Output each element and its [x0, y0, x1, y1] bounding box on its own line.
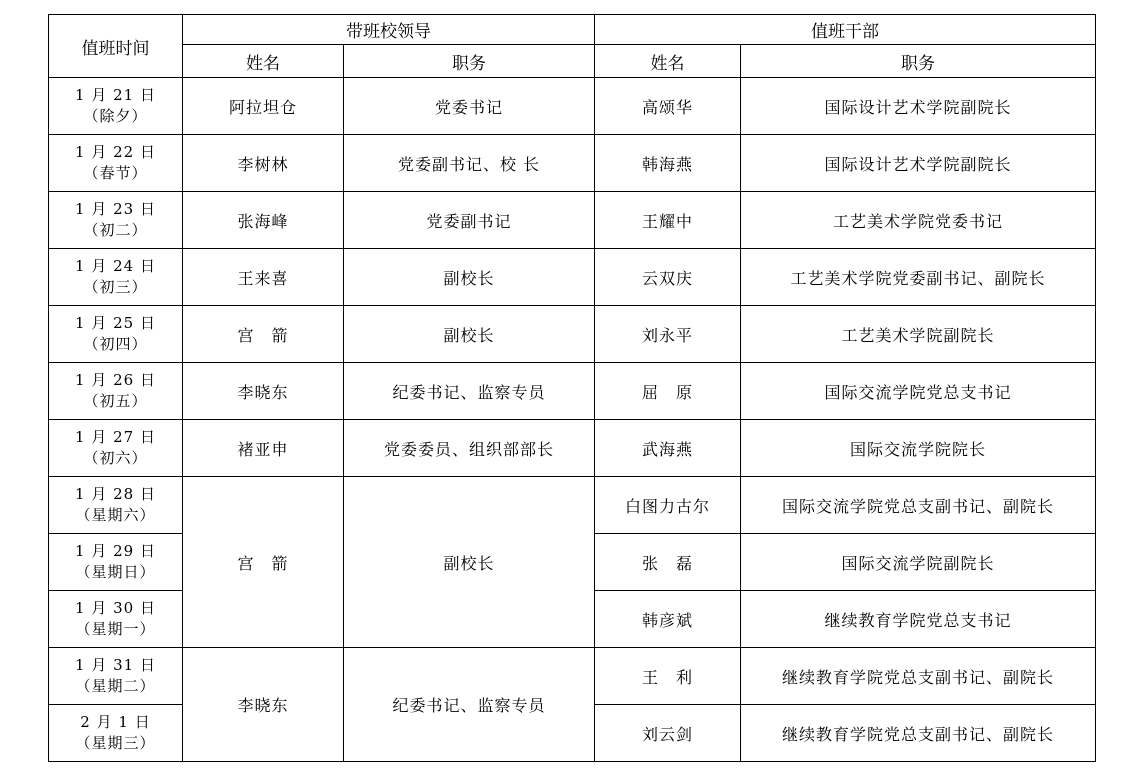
- day-text: （星期二）: [75, 677, 156, 695]
- date-text: 1 月 22 日: [75, 143, 156, 161]
- date-cell: [49, 648, 183, 705]
- table-row: [49, 135, 1096, 192]
- cadre-name-cell: 王 利: [595, 648, 741, 705]
- leader-position-cell: 党委书记: [344, 78, 595, 135]
- date-cell: [49, 591, 183, 648]
- date-text: 1 月 31 日: [75, 656, 156, 674]
- date-cell: [49, 534, 183, 591]
- day-text: （春节）: [83, 164, 148, 182]
- cadre-name-cell: 武海燕: [595, 420, 741, 477]
- table-row: [49, 192, 1096, 249]
- leader-position-cell-merged: 纪委书记、监察专员: [344, 648, 595, 762]
- header-leader-name: 姓名: [183, 45, 344, 78]
- date-cell: [49, 78, 183, 135]
- leader-position-cell: 纪委书记、监察专员: [344, 363, 595, 420]
- cadre-position-cell: 国际交流学院院长: [741, 420, 1096, 477]
- leader-position-cell: 党委副书记: [344, 192, 595, 249]
- day-text: （除夕）: [83, 107, 148, 125]
- cadre-name-cell: 白图力古尔: [595, 477, 741, 534]
- leader-position-cell: 党委委员、组织部部长: [344, 420, 595, 477]
- date-cell: [49, 705, 183, 762]
- cadre-name-cell: 云双庆: [595, 249, 741, 306]
- cadre-name-cell: 王耀中: [595, 192, 741, 249]
- day-text: （初四）: [83, 335, 148, 353]
- table-row: [49, 648, 1096, 705]
- table-row: [49, 78, 1096, 135]
- leader-position-cell: 党委副书记、校 长: [344, 135, 595, 192]
- cadre-position-cell: 继续教育学院党总支副书记、副院长: [741, 705, 1096, 762]
- date-text: 1 月 23 日: [75, 200, 156, 218]
- day-text: （星期六）: [75, 506, 156, 524]
- date-cell: [49, 306, 183, 363]
- table-row: [49, 477, 1096, 534]
- header-row-fields: [49, 45, 1096, 78]
- date-cell: [49, 135, 183, 192]
- date-text: 1 月 21 日: [75, 86, 156, 104]
- cadre-name-cell: 高颂华: [595, 78, 741, 135]
- cadre-name-cell: 刘云剑: [595, 705, 741, 762]
- cadre-name-cell: 刘永平: [595, 306, 741, 363]
- cadre-name-cell: 韩海燕: [595, 135, 741, 192]
- cadre-position-cell: 国际设计艺术学院副院长: [741, 78, 1096, 135]
- cadre-position-cell: 继续教育学院党总支书记: [741, 591, 1096, 648]
- table-row: [49, 420, 1096, 477]
- header-row-groups: [49, 15, 1096, 45]
- leader-position-cell: 副校长: [344, 249, 595, 306]
- header-cadre-group: 值班干部: [595, 15, 1096, 45]
- leader-name-cell: 褚亚申: [183, 420, 344, 477]
- cadre-position-cell: 国际交流学院党总支书记: [741, 363, 1096, 420]
- table-row: [49, 249, 1096, 306]
- day-text: （星期一）: [75, 620, 156, 638]
- leader-position-cell-merged: 副校长: [344, 477, 595, 648]
- day-text: （星期日）: [75, 563, 156, 581]
- date-cell: [49, 420, 183, 477]
- date-text: 2 月 1 日: [80, 713, 151, 731]
- duty-schedule-table: [48, 14, 1096, 762]
- date-text: 1 月 25 日: [75, 314, 156, 332]
- cadre-position-cell: 工艺美术学院党委书记: [741, 192, 1096, 249]
- leader-name-cell-merged: 宫 箭: [183, 477, 344, 648]
- header-leader-position: 职务: [344, 45, 595, 78]
- date-cell: [49, 363, 183, 420]
- table-row: [49, 306, 1096, 363]
- day-text: （初六）: [83, 449, 148, 467]
- cadre-name-cell: 屈 原: [595, 363, 741, 420]
- date-cell: [49, 192, 183, 249]
- date-cell: [49, 477, 183, 534]
- leader-position-cell: 副校长: [344, 306, 595, 363]
- date-text: 1 月 24 日: [75, 257, 156, 275]
- leader-name-cell: 张海峰: [183, 192, 344, 249]
- leader-name-cell: 李晓东: [183, 363, 344, 420]
- date-cell: [49, 249, 183, 306]
- header-cadre-name: 姓名: [595, 45, 741, 78]
- cadre-position-cell: 国际设计艺术学院副院长: [741, 135, 1096, 192]
- leader-name-cell-merged: 李晓东: [183, 648, 344, 762]
- date-text: 1 月 27 日: [75, 428, 156, 446]
- day-text: （初二）: [83, 221, 148, 239]
- cadre-position-cell: 工艺美术学院党委副书记、副院长: [741, 249, 1096, 306]
- day-text: （星期三）: [75, 734, 156, 752]
- leader-name-cell: 阿拉坦仓: [183, 78, 344, 135]
- date-text: 1 月 26 日: [75, 371, 156, 389]
- cadre-position-cell: 国际交流学院党总支副书记、副院长: [741, 477, 1096, 534]
- header-time: 值班时间: [49, 15, 183, 78]
- cadre-position-cell: 工艺美术学院副院长: [741, 306, 1096, 363]
- leader-name-cell: 王来喜: [183, 249, 344, 306]
- header-cadre-position: 职务: [741, 45, 1096, 78]
- cadre-position-cell: 继续教育学院党总支副书记、副院长: [741, 648, 1096, 705]
- date-text: 1 月 29 日: [75, 542, 156, 560]
- leader-name-cell: 李树林: [183, 135, 344, 192]
- day-text: （初三）: [83, 278, 148, 296]
- day-text: （初五）: [83, 392, 148, 410]
- cadre-position-cell: 国际交流学院副院长: [741, 534, 1096, 591]
- date-text: 1 月 28 日: [75, 485, 156, 503]
- date-text: 1 月 30 日: [75, 599, 156, 617]
- cadre-name-cell: 张 磊: [595, 534, 741, 591]
- cadre-name-cell: 韩彦斌: [595, 591, 741, 648]
- header-leader-group: 带班校领导: [183, 15, 595, 45]
- leader-name-cell: 宫 箭: [183, 306, 344, 363]
- table-row: [49, 363, 1096, 420]
